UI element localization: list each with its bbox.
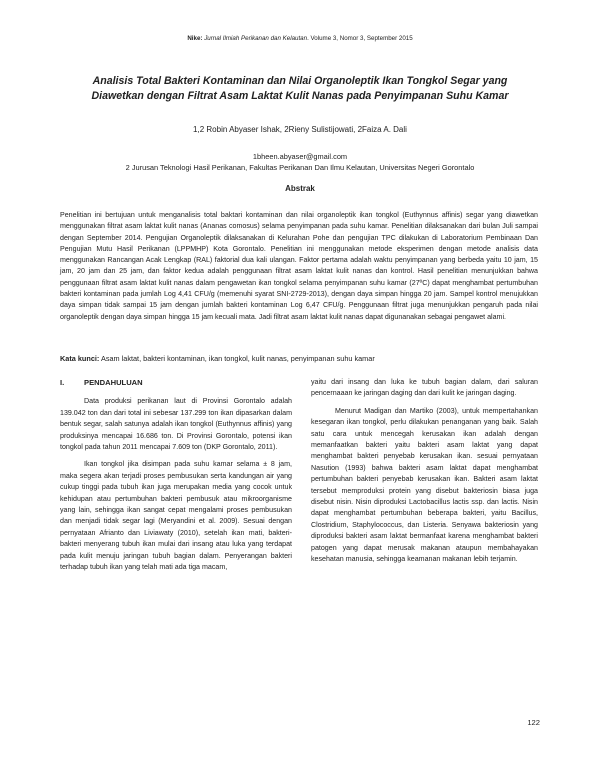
running-head — [0, 35, 600, 42]
journal-name: Jurnal Ilmiah Perikanan dan Kelautan — [204, 35, 308, 42]
right-column — [311, 377, 538, 572]
left-paragraph-1: Data produksi perikanan laut di Provinsi Gorontalo adalah 139.042 ton dan dari total ini sebesar 137.299 ton ikan dipasarkan dalam bentuk segar, salah satunya adalah ikan tongkol (Euthynnus affinis) yang produksinya mencapai 16.686 ton. Di Provinsi Gorontalo, potensi ikan tongkol pada tahun 2011 mencapai 7.609 ton (DKP Gorontalo, 2011). — [60, 397, 292, 452]
paper-title — [60, 74, 540, 104]
author-list: 1,2 Robin Abyaser Ishak, 2Rieny Sulistijowati, 2Faiza A. Dali — [193, 125, 407, 134]
section-number: I. — [60, 378, 65, 387]
left-paragraph-2: Ikan tongkol jika disimpan pada suhu kamar selama ± 8 jam, maka segera akan terjadi proses pembusukan serta kandungan air yang cukup tinggi pada tubuh ikan juga merupakan media yang cocok untuk kehidupan atau pertumbuhan bakteri pembusuk atau mikroorganisme yang lain, sehingga ikan sangat cepat mengalami proses pembusukan dan menjadi tidak segar lagi (Meryandini et al. 2009). Sesuai dengan pernyataan Afrianto dan Liviawaty (2010), setelah ikan mati, bakteri-bakteri menyerang tubuh ikan mulai dari insang atau luka yang terdapat pada kulit menuju jaringan tubuh bagian dalam. Penyerangan bakteri terhadap tubuh ikan yang telah mati ada tiga macam, — [60, 460, 292, 572]
left-column — [60, 377, 292, 580]
title-line-2: Diawetkan dengan Filtrat Asam Laktat Kulit Nanas pada Penyimpanan Suhu Kamar — [91, 90, 509, 102]
author-email: 1bheen.abyaser@gmail.com — [252, 152, 348, 161]
abstract-heading: Abstrak — [285, 184, 315, 193]
section-title: PENDAHULUAN — [84, 378, 143, 387]
keywords — [60, 354, 538, 363]
keywords-label: Kata kunci: — [60, 354, 100, 363]
author-affiliation: 2 Jurusan Teknologi Hasil Perikanan, Fakultas Perikanan Dan Ilmu Kelautan, Universitas Negeri Gorontalo — [125, 163, 475, 172]
abstract-text: Penelitian ini bertujuan untuk menganalisis total baktari kontaminan dan nilai organoleptik ikan tongkol (Euthynnus affinis) segar yang diawetkan menggunakan filtrat asam laktat kulit nanas (Ananas comosus) selama penyimpanan pada suhu kamar. Penelitian dilaksanakan dari bulan Juli sampai dengan September 2014. Pengujian Organoleptik dilaksanakan di Kelurahan Pohe dan pengujian TPC dilakukan di Laboratorium Pembinaan Dan Pengujian Mutu Hasil Perikanan (LPPMHP) Kota Gorontalo. Penelitian ini menggunakan metode eksperimen dengan metode analisis data menggunakan Rancangan Acak Lengkap (RAL) faktorial dua kali ulangan. Faktor pertama adalah waktu penyimpanan yang berbeda yaitu 10 jam, 15 jam, 20 jam dan 25 jam, dan faktor kedua adalah penggunaan filtrat asam laktat kulit nanas dan kontrol. Hasil penelitian menunjukkan bahwa penggunaan filtrat asam laktat kulit nanas dalam pengawetan ikan tongkol selama penyimpanan suhu kamar (27ºC) dapat menghambat pertumbuhan bakteri kontaminan pada jumlah Log 4,41 CFU/g (memenuhi syarat SNI-2729-2013), dengan daya simpan hingga 20 jam. Sampel kontrol menujukkan daya simpan tidak sampai 15 jam dengan jumlah bakteri kontaminan Log 6,47 CFU/g. Penggunaan filtrat juga menunjukkan pengaruh pada nilai organoleptik dengan daya simpan hingga 15 jam kecuali mata. Jadi filtrat asam laktat kulit nanas dapat digunanakan sebagai pengawet alami. — [60, 211, 538, 321]
page-number: 122 — [527, 718, 540, 727]
title-line-1: Analisis Total Bakteri Kontaminan dan Nilai Organoleptik Ikan Tongkol Segar yang — [92, 75, 508, 87]
right-paragraph-1: yaitu dari insang dan luka ke tubuh bagian dalam, dari saluran pencernaaan ke jaringan daging dan dari kulit ke jaringan daging. — [311, 378, 538, 398]
journal-label: Nike: — [187, 35, 203, 42]
right-paragraph-2: Menurut Madigan dan Martiko (2003), untuk mempertahankan kesegaran ikan tongkol, perlu dilakukan penanganan yang baik. Salah satu cara untuk mencegah kerusakan ikan adalah dengan memanfaatkan bakteri yaitu bakteri asam laktat yang dapat menghambat bakteri penyebab kerusakan ikan. sesuai pernyataan Nasution (1993) bahwa bakteri asam laktat dapat menghambat pertumbuhan bakteri penyebab kerusakan ikan. Bakteri asam laktat tersebut memproduksi protein yang disebut bakteriosin biasa juga disebut nisin. Nisin diproduksi Lactobacillus lactis ssp. dan lactis. Nisin dapat menghambat pertumbuhan beberapa bakteri, yaitu Bacillus, Clostridium, Staphylococcus, dan Listeria. Senyawa bakteriosin yang diproduksi bakteri asam laktat bermanfaat karena menghambat bakteri patogen yang dapat merusak makanan ataupun membahayakan kesehatan manusia, sehingga keamanan makanan lebih terjamin. — [311, 406, 538, 564]
journal-volume: . Volume 3, Nomor 3, September 2015 — [307, 35, 413, 42]
section-heading — [60, 377, 292, 388]
keywords-text: Asam laktat, bakteri kontaminan, ikan tongkol, kulit nanas, penyimpanan suhu kamar — [99, 354, 375, 363]
